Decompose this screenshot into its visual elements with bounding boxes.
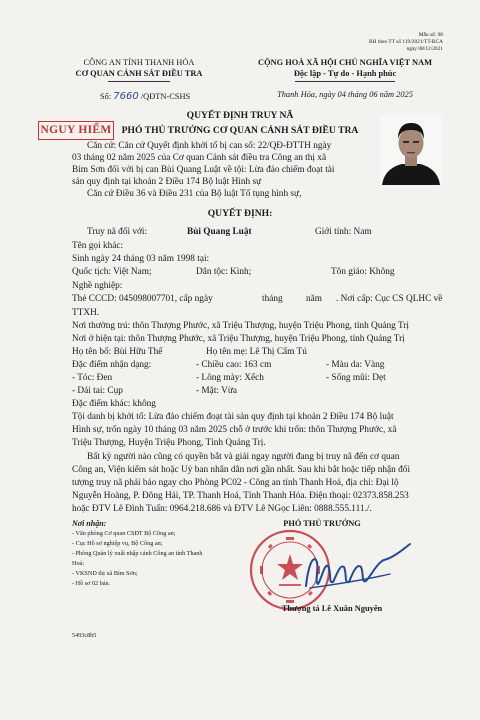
feature-face: - Mặt: Vừa (196, 386, 238, 396)
instruction-line-4: Nguyễn Hoàng, P. Đông Hải, TP. Thanh Hoá, Tỉnh Thanh Hóa. Điện thoại: 02373.858.253 (72, 491, 409, 501)
recipient-3-cont: Hoá; (72, 560, 85, 567)
features-label: Đặc điểm nhận dạng: (72, 360, 152, 370)
issuer-heading: PHÓ THỦ TRƯỞNG CƠ QUAN CẢNH SÁT ĐIỀU TRA (121, 125, 359, 136)
number-handwritten: 7660 (113, 91, 139, 102)
agency-underline (108, 81, 170, 82)
document-title: QUYẾT ĐỊNH TRUY NÃ (186, 110, 294, 121)
document-number (100, 91, 190, 102)
recipient-3: - Phòng Quản lý xuất nhập cảnh Công an tỉnh Thanh (72, 550, 203, 557)
instruction-line-1: Bất kỳ người nào cũng có quyền bắt và giải ngay người đang bị truy nã đến cơ quan (87, 452, 400, 462)
other-features: Đặc điểm khác: không (72, 399, 156, 409)
subject-name: Bùi Quang Luật (187, 227, 252, 237)
recipient-4: - VKSND thị xã Bỉm Sơn; (72, 570, 138, 577)
feature-ears: - Dái tai: Cụp (72, 386, 123, 396)
suspect-photo (380, 115, 442, 185)
id-year-label: năm (306, 294, 323, 304)
permanent-residence: Nơi thường trú: thôn Thượng Phước, xã Triệu Thượng, huyện Triệu Phong, tỉnh Quảng Trị (72, 321, 410, 331)
form-meta (369, 32, 443, 53)
religion: Tôn giáo: Không (331, 267, 395, 277)
number-prefix: Số: (100, 92, 112, 101)
nationality: Quốc tịch: Việt Nam; (72, 267, 152, 277)
basis-line-2: 03 tháng 02 năm 2025 của Cơ quan Cảnh sát điều tra Công an thị xã (72, 153, 327, 163)
gender-label: Giới tính: (315, 227, 352, 237)
place-date: Thanh Hóa, ngày 04 tháng 06 năm 2025 (277, 90, 413, 99)
agency-parent: CÔNG AN TỈNH THANH HÓA (83, 58, 195, 67)
feature-nose: - Sống mũi: Dẹt (326, 373, 386, 383)
birth-info: Sinh ngày 24 tháng 03 năm 1998 tại: (72, 254, 210, 264)
father-name: Họ tên bố: Bùi Hữu Thế (72, 347, 163, 357)
instruction-line-3: tượng truy nã phải báo ngay cho Phòng PC02 - Công an tỉnh Thanh Hoá, địa chỉ: Đại lộ (72, 478, 399, 488)
signer-title: PHÓ THỦ TRƯỞNG (283, 519, 361, 528)
feature-eyebrows: - Lông mày: Xếch (196, 373, 264, 383)
recipient-2: - Cục Hồ sơ nghiệp vụ, Bộ Công an; (72, 540, 163, 547)
form-meta-line3: ngày 08/12/2021 (406, 46, 443, 52)
instruction-line-2: Công an, Viện kiểm sát hoặc Uỷ ban nhân dân nơi gần nhất. Sau khi bắt hoặc tiếp nhận đối (72, 465, 411, 475)
feature-skin: - Màu da: Vàng (326, 360, 385, 370)
basis-line-3: Bỉm Sơn đối với bị can Bùi Quang Luật về tội: Lừa đảo chiếm đoạt tài (72, 165, 335, 175)
gender-field (315, 227, 372, 238)
alias-label: Tên gọi khác: (72, 241, 124, 251)
mother-name: Họ tên mẹ: Lê Thị Cẩm Tú (206, 347, 307, 357)
signer-name: Thượng tá Lê Xuân Nguyên (281, 604, 383, 613)
basis-line-5: Căn cứ Điều 36 và Điều 231 của Bộ luật Tố tụng hình sự, (87, 189, 302, 199)
id-issue-place: . Nơi cấp: Cục CS QLHC về (336, 294, 443, 304)
instruction-line-5: hoặc ĐTV Lê Đình Tuấn: 0964.218.686 và ĐTV Lê NGọc Liên: 0888.555.111./. (72, 504, 372, 514)
document-code: 5493c8b5 (72, 632, 97, 639)
recipient-5: - Hồ sơ 02 bản. (72, 580, 111, 587)
basis-line-4: sản quy định tại khoản 2 Điều 174 Bộ luật Hình sự (72, 177, 262, 187)
recipients-label: Nơi nhận: (72, 519, 107, 528)
current-residence: Nơi ở hiện tại: thôn Thượng Phước, xã Triệu Thượng, huyện Triệu Phong, tỉnh Quảng Trị (72, 334, 405, 344)
form-meta-line2: BH theo TT số 119/2021/TT-BCA (369, 39, 443, 45)
gender-value: Nam (353, 227, 372, 237)
form-meta-line1: Mẫu số: 98 (418, 32, 443, 38)
agency-name: CƠ QUAN CẢNH SÁT ĐIỀU TRA (75, 69, 203, 78)
nation-title: CỘNG HOÀ XÃ HỘI CHỦ NGHĨA VIỆT NAM (258, 58, 432, 67)
number-suffix: /QĐTN-CSHS (140, 92, 191, 101)
charge-line-3: Triệu Thượng, Huyện Triệu Phong, Tỉnh Quảng Trị. (72, 438, 266, 448)
motto-underline (295, 81, 395, 82)
id-issue-place-cont: TTXH. (72, 308, 100, 318)
signature (300, 538, 416, 603)
feature-hair: - Tóc: Đen (72, 373, 113, 383)
signature-graphic (300, 538, 416, 598)
occupation-label: Nghề nghiệp: (72, 281, 123, 291)
feature-height: - Chiều cao: 163 cm (196, 360, 272, 370)
wanted-label: Truy nã đối với: (87, 227, 148, 237)
decision-heading: QUYẾT ĐỊNH: (207, 208, 273, 219)
nation-motto: Độc lập - Tự do - Hạnh phúc (293, 69, 397, 78)
suspect-photo-image (380, 115, 442, 185)
danger-stamp: NGUY HIỂM (38, 121, 114, 140)
recipient-1: - Văn phòng Cơ quan CSĐT Bộ Công an; (72, 530, 176, 537)
ethnicity: Dân tộc: Kinh; (196, 267, 252, 277)
basis-line-1: Căn cứ: Căn cứ Quyết định khởi tố bị can số: 22/QĐ-ĐTTH ngày (87, 141, 332, 151)
id-month-label: tháng (262, 294, 283, 304)
id-card-line: Thẻ CCCD: 045098007701, cấp ngày (72, 294, 213, 304)
charge-line-2: Hình sự, trốn ngày 10 tháng 03 năm 2025 chỗ ở trước khi trốn: thôn Thượng Phước, xã (72, 425, 397, 435)
charge-line-1: Tội danh bị khởi tố: Lừa đảo chiếm đoạt tài sản quy định tại khoản 2 Điều 174 Bộ luật (72, 412, 394, 422)
